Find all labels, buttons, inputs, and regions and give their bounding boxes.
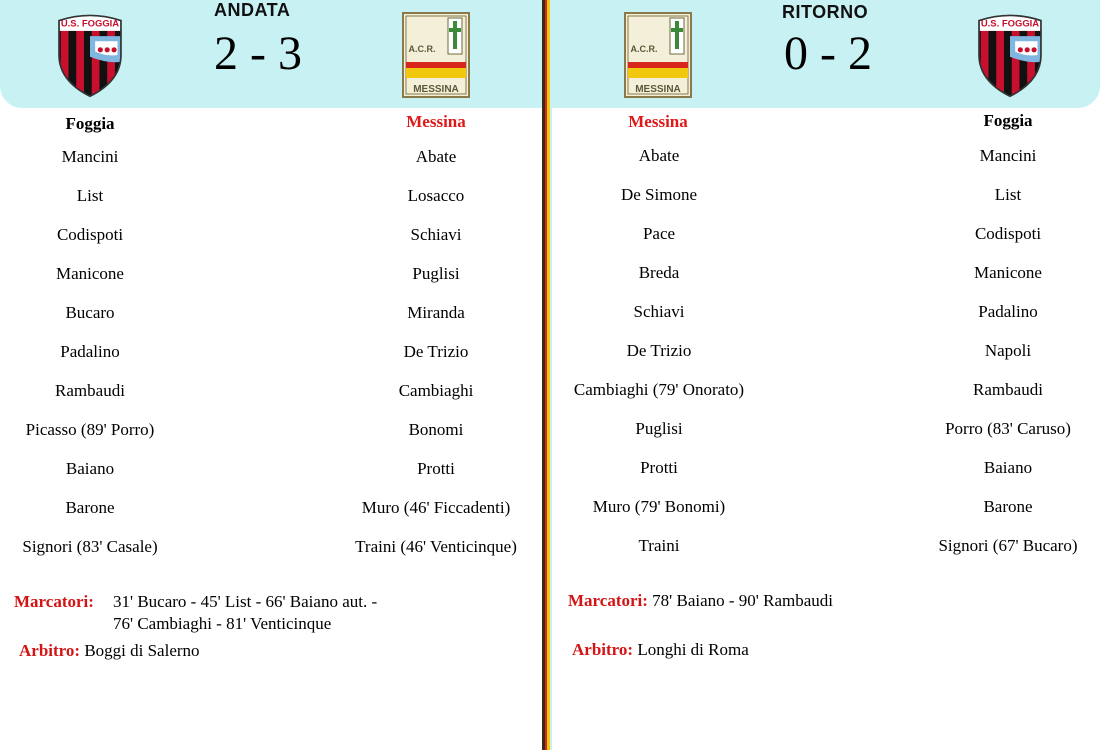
player: Barone xyxy=(983,497,1033,516)
player: Rambaudi xyxy=(55,381,125,400)
player: Protti xyxy=(417,459,455,478)
andata-score: 2 - 3 xyxy=(214,27,302,80)
player: Cambiaghi (79' Onorato) xyxy=(573,380,745,399)
player: Codispoti xyxy=(974,224,1042,243)
andata-referee xyxy=(19,640,200,662)
andata-home-lineup xyxy=(0,144,210,573)
ritorno-score: 0 - 2 xyxy=(784,27,872,80)
player: Losacco xyxy=(407,186,465,205)
player: Muro (46' Ficcadenti) xyxy=(361,498,511,517)
referee-name: Boggi di Salerno xyxy=(84,641,200,660)
andata-scorers xyxy=(14,591,94,613)
player: Padalino xyxy=(978,302,1038,321)
player: Bonomi xyxy=(408,420,464,439)
player: Rambaudi xyxy=(973,380,1043,399)
ritorno-scorers xyxy=(568,590,833,612)
player: Baiano xyxy=(65,459,115,478)
foggia-crest-text: U.S. FOGGIA xyxy=(980,18,1040,30)
scorers-label: Marcatori: xyxy=(568,591,648,610)
messina-crest-top: A.C.R. xyxy=(408,44,436,54)
player: Mancini xyxy=(979,146,1037,165)
scorers-list: 78' Baiano - 90' Rambaudi xyxy=(652,591,833,610)
andata-scorers-line2: 76' Cambiaghi - 81' Venticinque xyxy=(113,614,332,633)
player: Cambiaghi xyxy=(398,381,474,400)
player: Mancini xyxy=(61,147,119,166)
foggia-crest-icon xyxy=(50,12,130,98)
player: Manicone xyxy=(974,263,1042,282)
player: Padalino xyxy=(60,342,120,361)
player: Manicone xyxy=(56,264,124,283)
player: Signori (83' Casale) xyxy=(22,537,158,556)
player: Puglisi xyxy=(412,264,460,283)
referee-label: Arbitro: xyxy=(19,641,81,660)
scorers-label: Marcatori: xyxy=(14,592,94,611)
player: Pace xyxy=(642,224,676,243)
ritorno-title: RITORNO xyxy=(782,2,869,22)
ritorno-referee xyxy=(572,639,749,661)
messina-crest-bottom: MESSINA xyxy=(413,84,459,95)
andata-panel xyxy=(0,0,542,750)
referee-name: Longhi di Roma xyxy=(637,640,749,659)
player: Puglisi xyxy=(635,419,683,438)
player: Schiavi xyxy=(633,302,685,321)
player: De Trizio xyxy=(626,341,692,360)
player: Breda xyxy=(638,263,680,282)
player: List xyxy=(994,185,1022,204)
player: Protti xyxy=(640,458,678,477)
player: Barone xyxy=(65,498,115,517)
foggia-crest-icon xyxy=(970,12,1050,98)
player: Picasso (89' Porro) xyxy=(25,420,155,439)
player: Traini xyxy=(638,536,680,555)
messina-crest-icon xyxy=(402,12,470,98)
referee-label: Arbitro: xyxy=(572,640,634,659)
player: Abate xyxy=(415,147,457,166)
player: Signori (67' Bucaro) xyxy=(938,536,1078,555)
player: Muro (79' Bonomi) xyxy=(592,497,726,516)
ritorno-away-team: Foggia xyxy=(983,111,1033,130)
ritorno-home-team: Messina xyxy=(628,112,688,131)
player: De Trizio xyxy=(403,342,469,361)
andata-scorers-line1: 31' Bucaro - 45' List - 66' Baiano aut. - xyxy=(113,592,378,611)
player: Abate xyxy=(638,146,680,165)
messina-crest-top: A.C.R. xyxy=(630,44,658,54)
andata-title: ANDATA xyxy=(214,0,291,20)
player: Traini (46' Venticinque) xyxy=(355,537,517,556)
foggia-crest-text: U.S. FOGGIA xyxy=(60,18,120,30)
player: De Simone xyxy=(620,185,698,204)
player: Codispoti xyxy=(56,225,124,244)
player: Bucaro xyxy=(65,303,115,322)
andata-away-team: Messina xyxy=(406,112,466,131)
andata-away-lineup xyxy=(316,144,556,573)
player: Napoli xyxy=(984,341,1032,360)
ritorno-panel xyxy=(552,0,1100,750)
player: List xyxy=(76,186,104,205)
player: Miranda xyxy=(407,303,465,322)
ritorno-home-lineup xyxy=(539,143,779,572)
andata-home-team: Foggia xyxy=(65,114,115,133)
messina-crest-bottom: MESSINA xyxy=(635,84,681,95)
player: Baiano xyxy=(983,458,1033,477)
player: Schiavi xyxy=(410,225,462,244)
ritorno-away-lineup xyxy=(888,143,1100,572)
messina-crest-icon xyxy=(624,12,692,98)
player: Porro (83' Caruso) xyxy=(945,419,1071,438)
